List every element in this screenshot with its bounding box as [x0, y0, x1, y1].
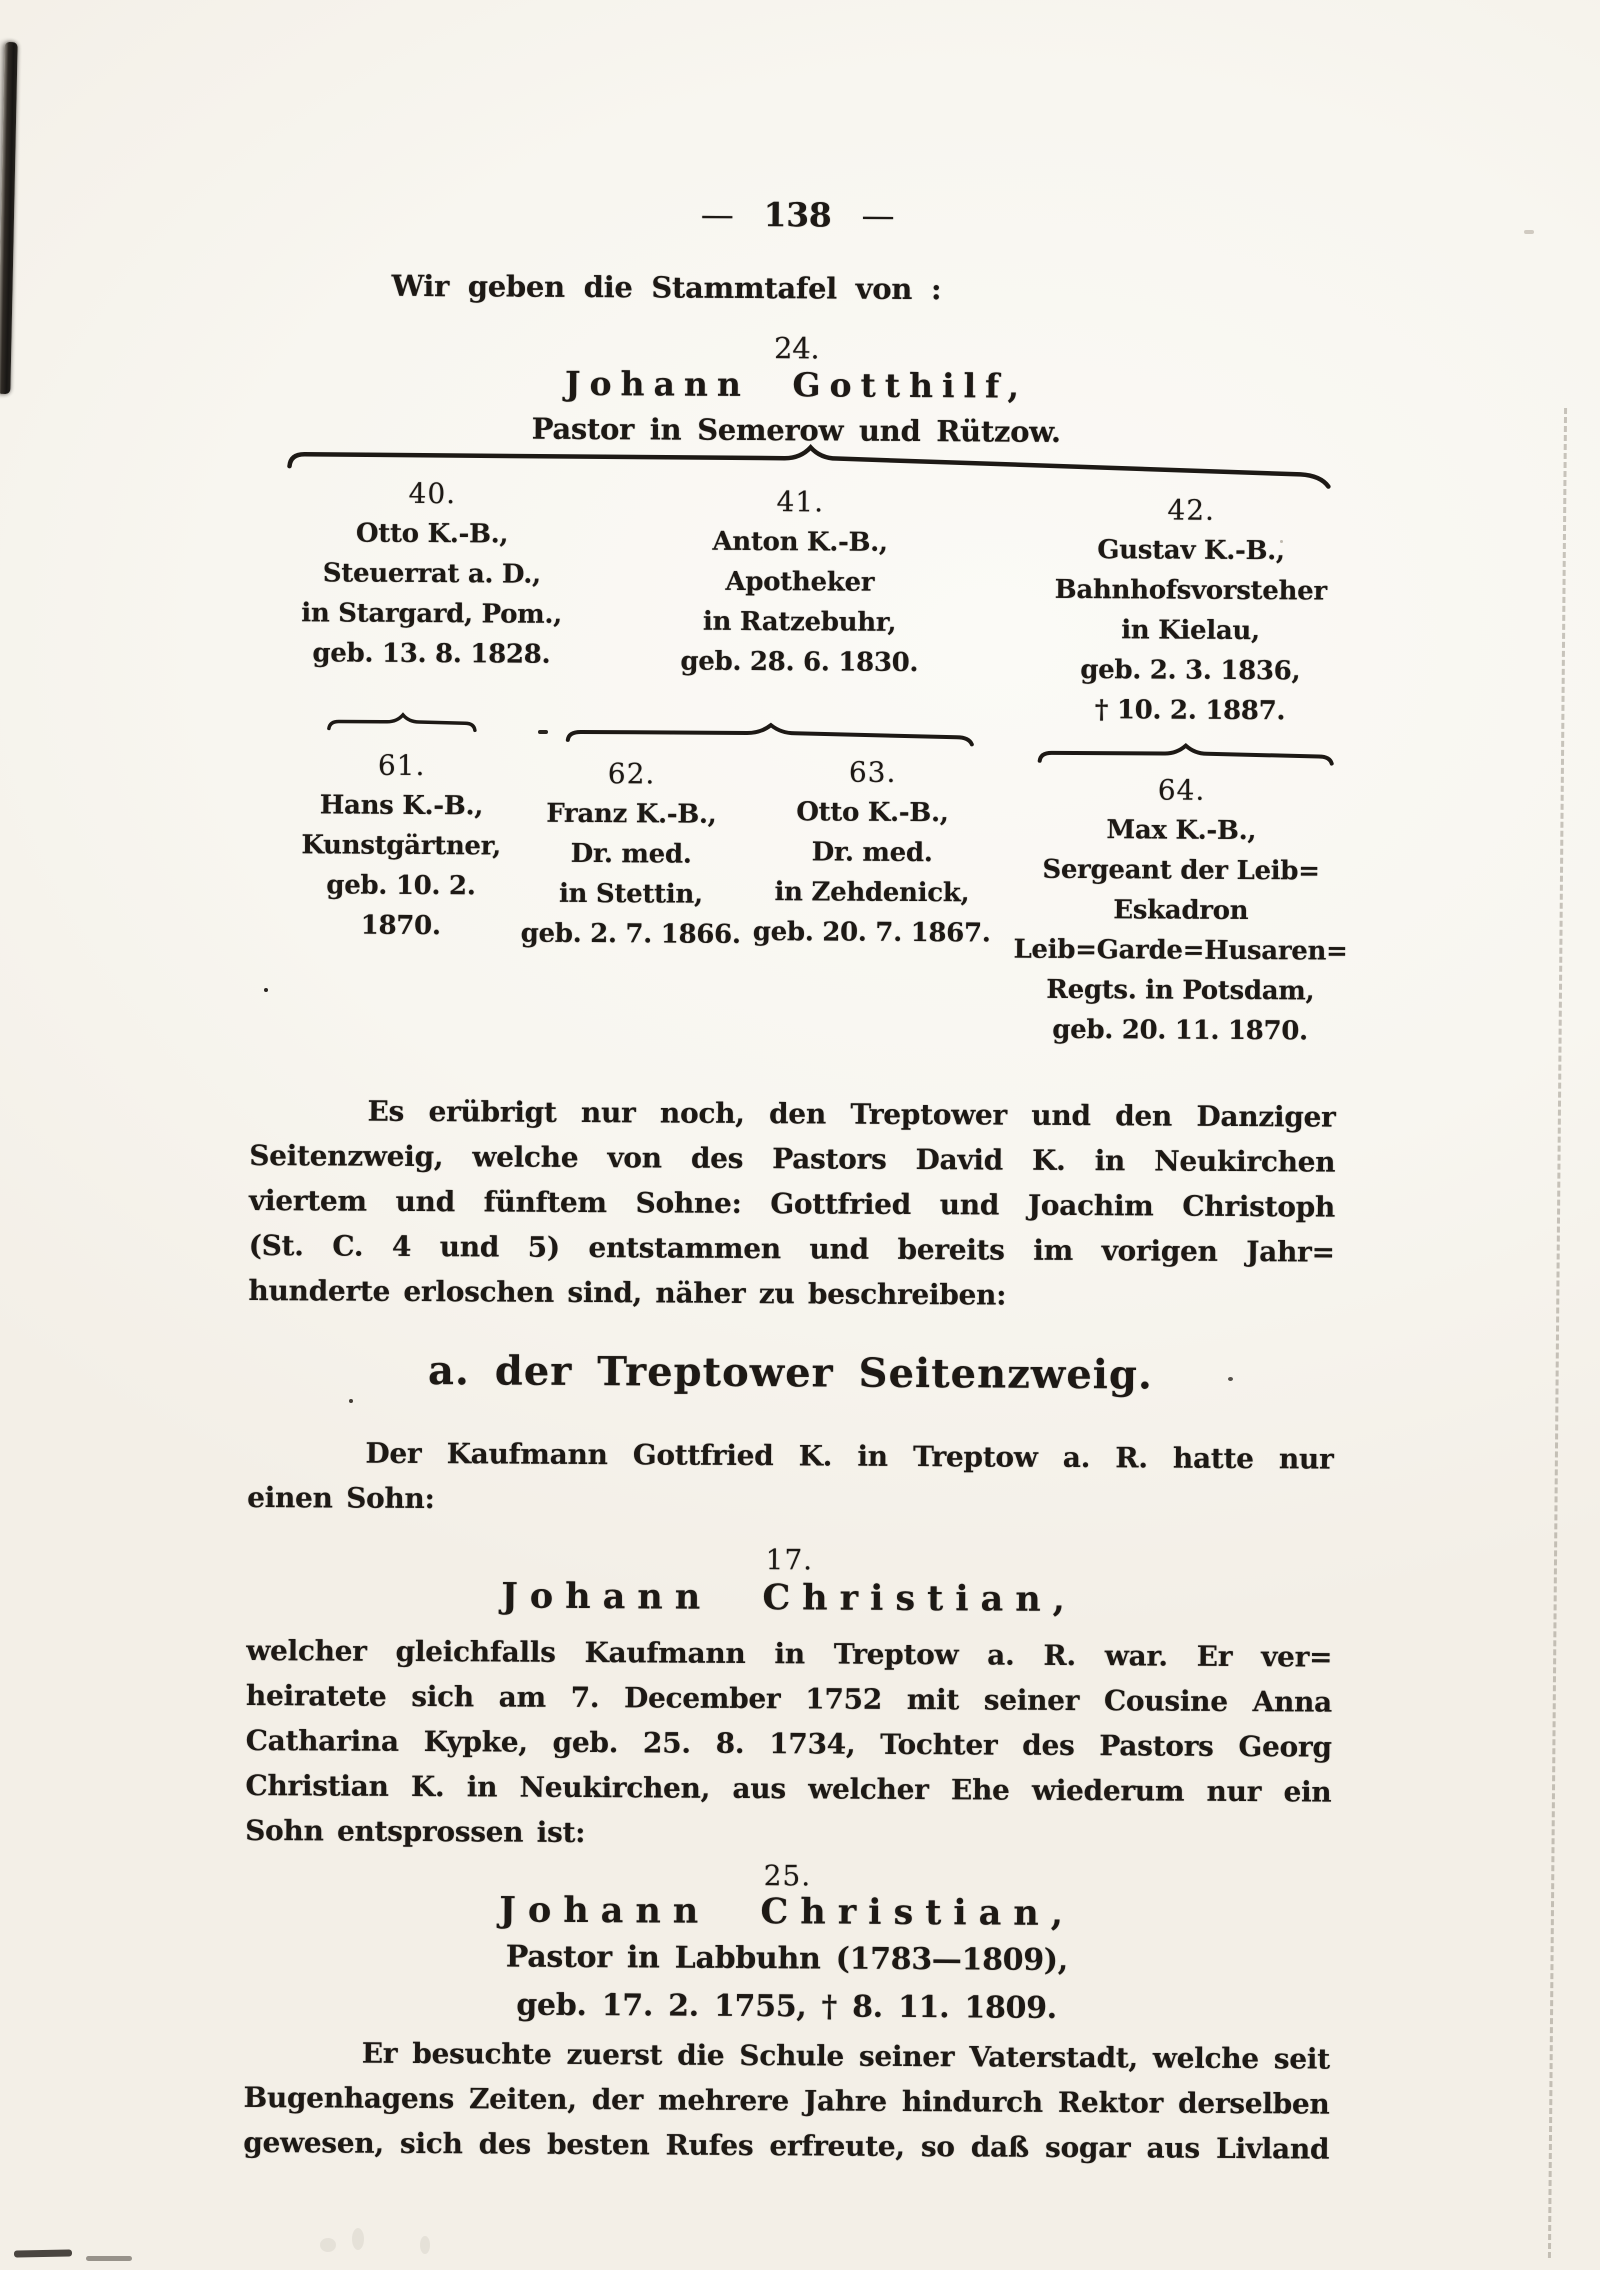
- tree-node-64: [961, 772, 1401, 1052]
- node-line: in Stargard, Pom.,: [301, 598, 562, 630]
- intro-line: Wir geben die Stammtafel von :: [391, 268, 942, 307]
- paragraph-line: hunderte erloschen sind, näher zu beschreiben:: [248, 1273, 1007, 1312]
- node-line: Apotheker: [725, 566, 875, 598]
- paragraph-line: Es erübrigt nur noch, den Treptower und den Danziger: [367, 1094, 1336, 1134]
- page-number-line: [255, 192, 1340, 238]
- paragraph-line: (St. C. 4 und 5) entstammen und bereits im vorigen Jahr=: [248, 1228, 1335, 1269]
- node-id: 63.: [848, 755, 897, 789]
- tree-node-63: [748, 755, 997, 954]
- paragraph-line: Bugenhagens Zeiten, der mehrere Jahre hindurch Rektor derselben: [243, 2080, 1330, 2121]
- node-line: † 10. 2. 1887.: [1094, 695, 1286, 727]
- paragraph-line: Seitenzweig, welche von des Pastors David K. in Neukirchen: [249, 1138, 1336, 1179]
- node-line: geb. 20. 11. 1870.: [1052, 1014, 1308, 1047]
- tree-brace-61: [327, 712, 477, 735]
- root-node-role: Pastor in Semerow und Rützow.: [531, 411, 1061, 449]
- node-line: geb. 13. 8. 1828.: [312, 638, 551, 670]
- tree-node-41: [659, 484, 940, 683]
- entry-25-role: Pastor in Labbuhn (1783—1809),: [505, 1939, 1069, 1978]
- node-line: in Kielau,: [1121, 615, 1260, 647]
- paragraph-er-besuchte: [243, 2030, 1330, 2172]
- paragraph-line: Er besuchte zuerst die Schule seiner Vaterstadt, welche seit: [361, 2036, 1330, 2076]
- paragraph-line: welcher gleichfalls Kaufmann in Treptow a. R. war. Er ver=: [246, 1633, 1333, 1674]
- entry-17-id: 17.: [765, 1543, 814, 1577]
- node-line: Steuerrat a. D.,: [322, 558, 541, 590]
- node-line: Kunstgärtner,: [301, 830, 502, 862]
- node-line: Leib=Garde=Husaren=: [1013, 934, 1348, 967]
- tree-brace-62-63: [565, 722, 975, 749]
- node-line: geb. 10. 2.: [326, 870, 476, 902]
- node-line: geb. 28. 6. 1830.: [680, 646, 919, 679]
- page-number-dash: —: [861, 195, 895, 235]
- node-line: Hans K.-B.,: [319, 790, 484, 822]
- tree-node-42: [1025, 493, 1356, 732]
- root-node-id: 24.: [773, 331, 820, 366]
- tree-node-40: [295, 476, 568, 675]
- node-line: Franz K.-B.,: [546, 798, 717, 830]
- page-number-dash: —: [700, 194, 734, 234]
- paragraph-line: Catharina Kypke, geb. 25. 8. 1734, Tochter des Pastors Georg: [245, 1723, 1332, 1764]
- paragraph-line: Der Kaufmann Gottfried K. in Treptow a. R. hatte nur: [365, 1436, 1334, 1476]
- paragraph-line: gewesen, sich des besten Rufes erfreute, so daß sogar aus Livland: [243, 2125, 1330, 2166]
- node-id: 64.: [1157, 773, 1206, 807]
- paragraph-line: einen Sohn:: [247, 1480, 435, 1516]
- node-line: geb. 20. 7. 1867.: [752, 917, 991, 949]
- node-id: 42.: [1167, 493, 1216, 527]
- node-id: 40.: [408, 476, 457, 511]
- node-id: 61.: [377, 748, 426, 783]
- paragraph-line: heiratete sich am 7. December 1752 mit seiner Cousine Anna: [245, 1678, 1333, 1719]
- node-line: Otto K.-B.,: [355, 518, 509, 550]
- paragraph-line: viertem und fünftem Sohne: Gottfried und Joachim Christoph: [248, 1183, 1336, 1224]
- entry-25-dates: geb. 17. 2. 1755, † 8. 11. 1809.: [516, 1987, 1057, 2026]
- paragraph-johann-christian-17: [245, 1628, 1332, 1860]
- node-line: in Zehdenick,: [774, 877, 970, 909]
- node-line: Sergeant der Leib=: [1042, 854, 1320, 887]
- paragraph-kaufmann-gottfried: [247, 1430, 1334, 1527]
- node-line: geb. 2. 7. 1866.: [520, 918, 741, 950]
- node-line: Dr. med.: [570, 838, 692, 870]
- node-line: in Stettin,: [558, 878, 703, 910]
- node-line: Anton K.-B.,: [712, 526, 888, 558]
- node-line: Bahnhofsvorsteher: [1054, 574, 1327, 607]
- entry-25-id: 25.: [763, 1859, 812, 1893]
- node-line: Regts. in Potsdam,: [1046, 974, 1315, 1007]
- node-id: 41.: [776, 485, 825, 519]
- node-id: 62.: [607, 757, 656, 791]
- tree-node-62: [514, 757, 749, 955]
- node-line: Eskadron: [1113, 895, 1249, 927]
- page-number: 138: [763, 195, 832, 235]
- node-line: 1870.: [360, 910, 441, 942]
- node-line: Max K.-B.,: [1106, 815, 1257, 847]
- section-heading: a. der Treptower Seitenzweig.: [427, 1347, 1154, 1399]
- tree-brace-64: [1037, 743, 1335, 769]
- root-node-name: Johann Gotthilf,: [564, 363, 1029, 406]
- entry-25-name: Johann Christian,: [499, 1889, 1076, 1935]
- node-line: Otto K.-B.,: [796, 797, 949, 829]
- entry-17-name: Johann Christian,: [501, 1575, 1078, 1621]
- node-line: Gustav K.-B.,: [1097, 535, 1285, 567]
- node-line: geb. 2. 3. 1836,: [1080, 655, 1301, 687]
- paragraph-treptower-danziger: [248, 1088, 1335, 1320]
- paragraph-line: Sohn entsprossen ist:: [245, 1813, 586, 1850]
- node-line: in Ratzebuhr,: [702, 606, 897, 638]
- tree-node-61: [294, 748, 509, 946]
- paragraph-line: Christian K. in Neukirchen, aus welcher Ehe wiederum nur ein: [245, 1768, 1332, 1809]
- node-line: Dr. med.: [811, 837, 933, 869]
